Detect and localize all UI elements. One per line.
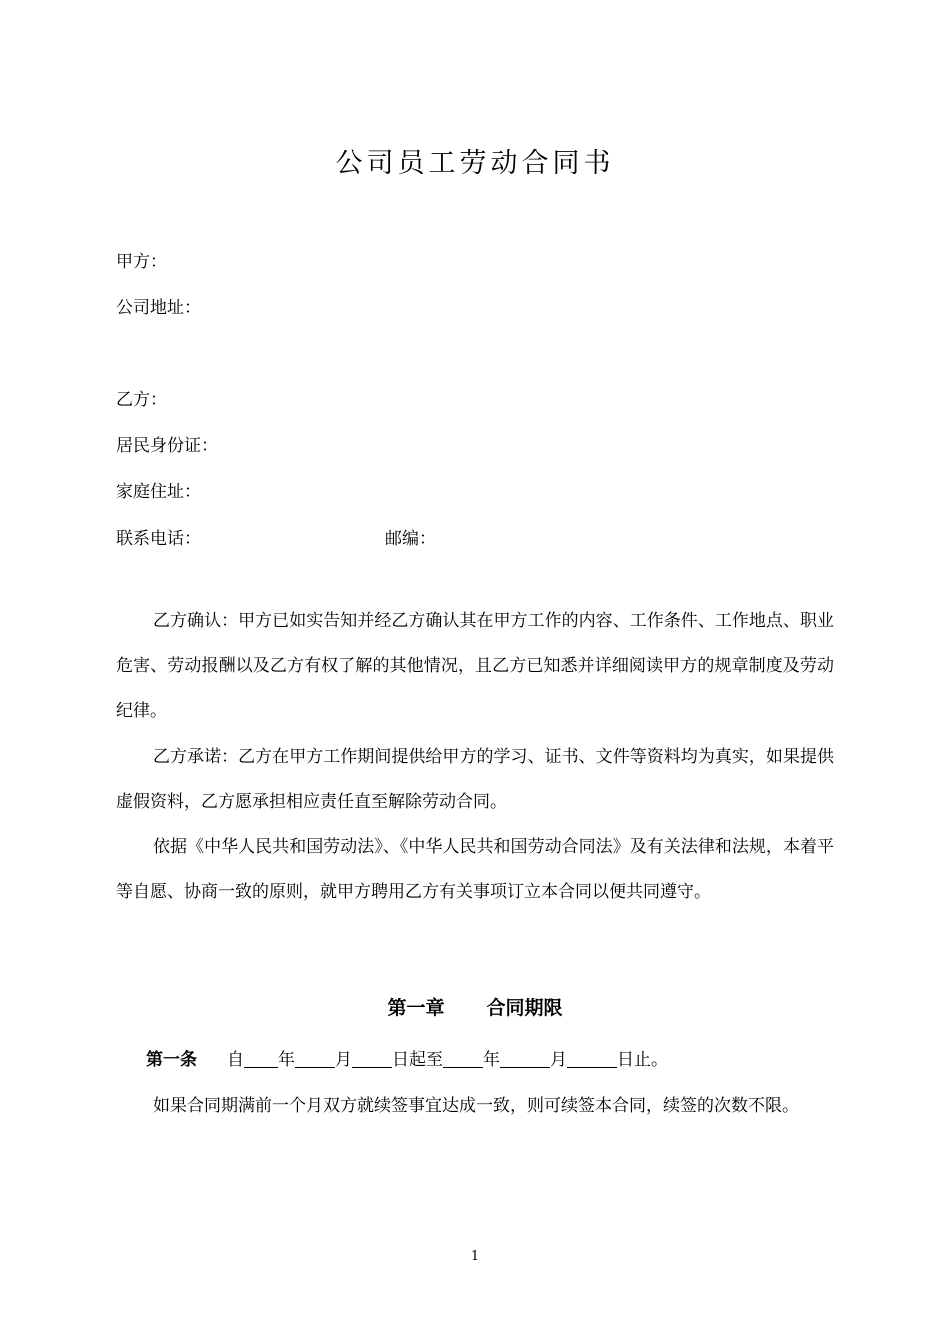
start-day-blank[interactable]	[352, 1049, 392, 1068]
confirmation-paragraph: 乙方确认：甲方已如实告知并经乙方确认其在甲方工作的内容、工作条件、工作地点、职业危害、劳动报酬以及乙方有权了解的其他情况，且乙方已知悉并详细阅读甲方的规章制度及劳动纪律。	[116, 611, 834, 721]
promise-paragraph: 乙方承诺：乙方在甲方工作期间提供给甲方的学习、证书、文件等资料均为真实，如果提供虚假资料，乙方愿承担相应责任直至解除劳动合同。	[116, 747, 834, 812]
article-1-month2: 月	[550, 1050, 567, 1070]
chapter-name: 合同期限	[486, 997, 563, 1019]
article-1-day-end: 日止。	[617, 1050, 668, 1070]
article-1-month: 月	[335, 1050, 352, 1070]
end-month-blank[interactable]	[500, 1049, 550, 1068]
chapter-heading	[0, 994, 950, 1022]
home-address-label: 家庭住址：	[116, 482, 201, 502]
start-month-blank[interactable]	[295, 1049, 335, 1068]
article-1-year2: 年	[483, 1050, 500, 1070]
company-address-label: 公司地址：	[116, 298, 201, 318]
renewal-paragraph: 如果合同期满前一个月双方就续签事宜达成一致，则可续签本合同，续签的次数不限。	[153, 1096, 799, 1116]
article-1-year: 年	[278, 1050, 295, 1070]
basis-paragraph: 依据《中华人民共和国劳动法》、《中华人民共和国劳动合同法》及有关法律和法规，本着平等自愿、协商一致的原则，就甲方聘用乙方有关事项订立本合同以便共同遵守。	[116, 837, 834, 902]
postcode-label: 邮编：	[385, 529, 436, 549]
phone-label: 联系电话：	[116, 529, 201, 549]
end-year-blank[interactable]	[443, 1049, 483, 1068]
party-a-label: 甲方：	[116, 252, 167, 272]
document-title: 公司员工劳动合同书	[335, 148, 615, 179]
article-1-from: 自	[227, 1050, 244, 1070]
article-1-day-start: 日起至	[392, 1050, 443, 1070]
article-1-label: 第一条	[146, 1050, 197, 1070]
start-year-blank[interactable]	[244, 1049, 278, 1068]
article-1	[146, 1047, 668, 1073]
end-day-blank[interactable]	[567, 1049, 617, 1068]
party-b-label: 乙方：	[116, 390, 167, 410]
chapter-number: 第一章	[387, 997, 445, 1019]
id-card-label: 居民身份证：	[116, 436, 218, 456]
page-number: 1	[470, 1249, 480, 1264]
